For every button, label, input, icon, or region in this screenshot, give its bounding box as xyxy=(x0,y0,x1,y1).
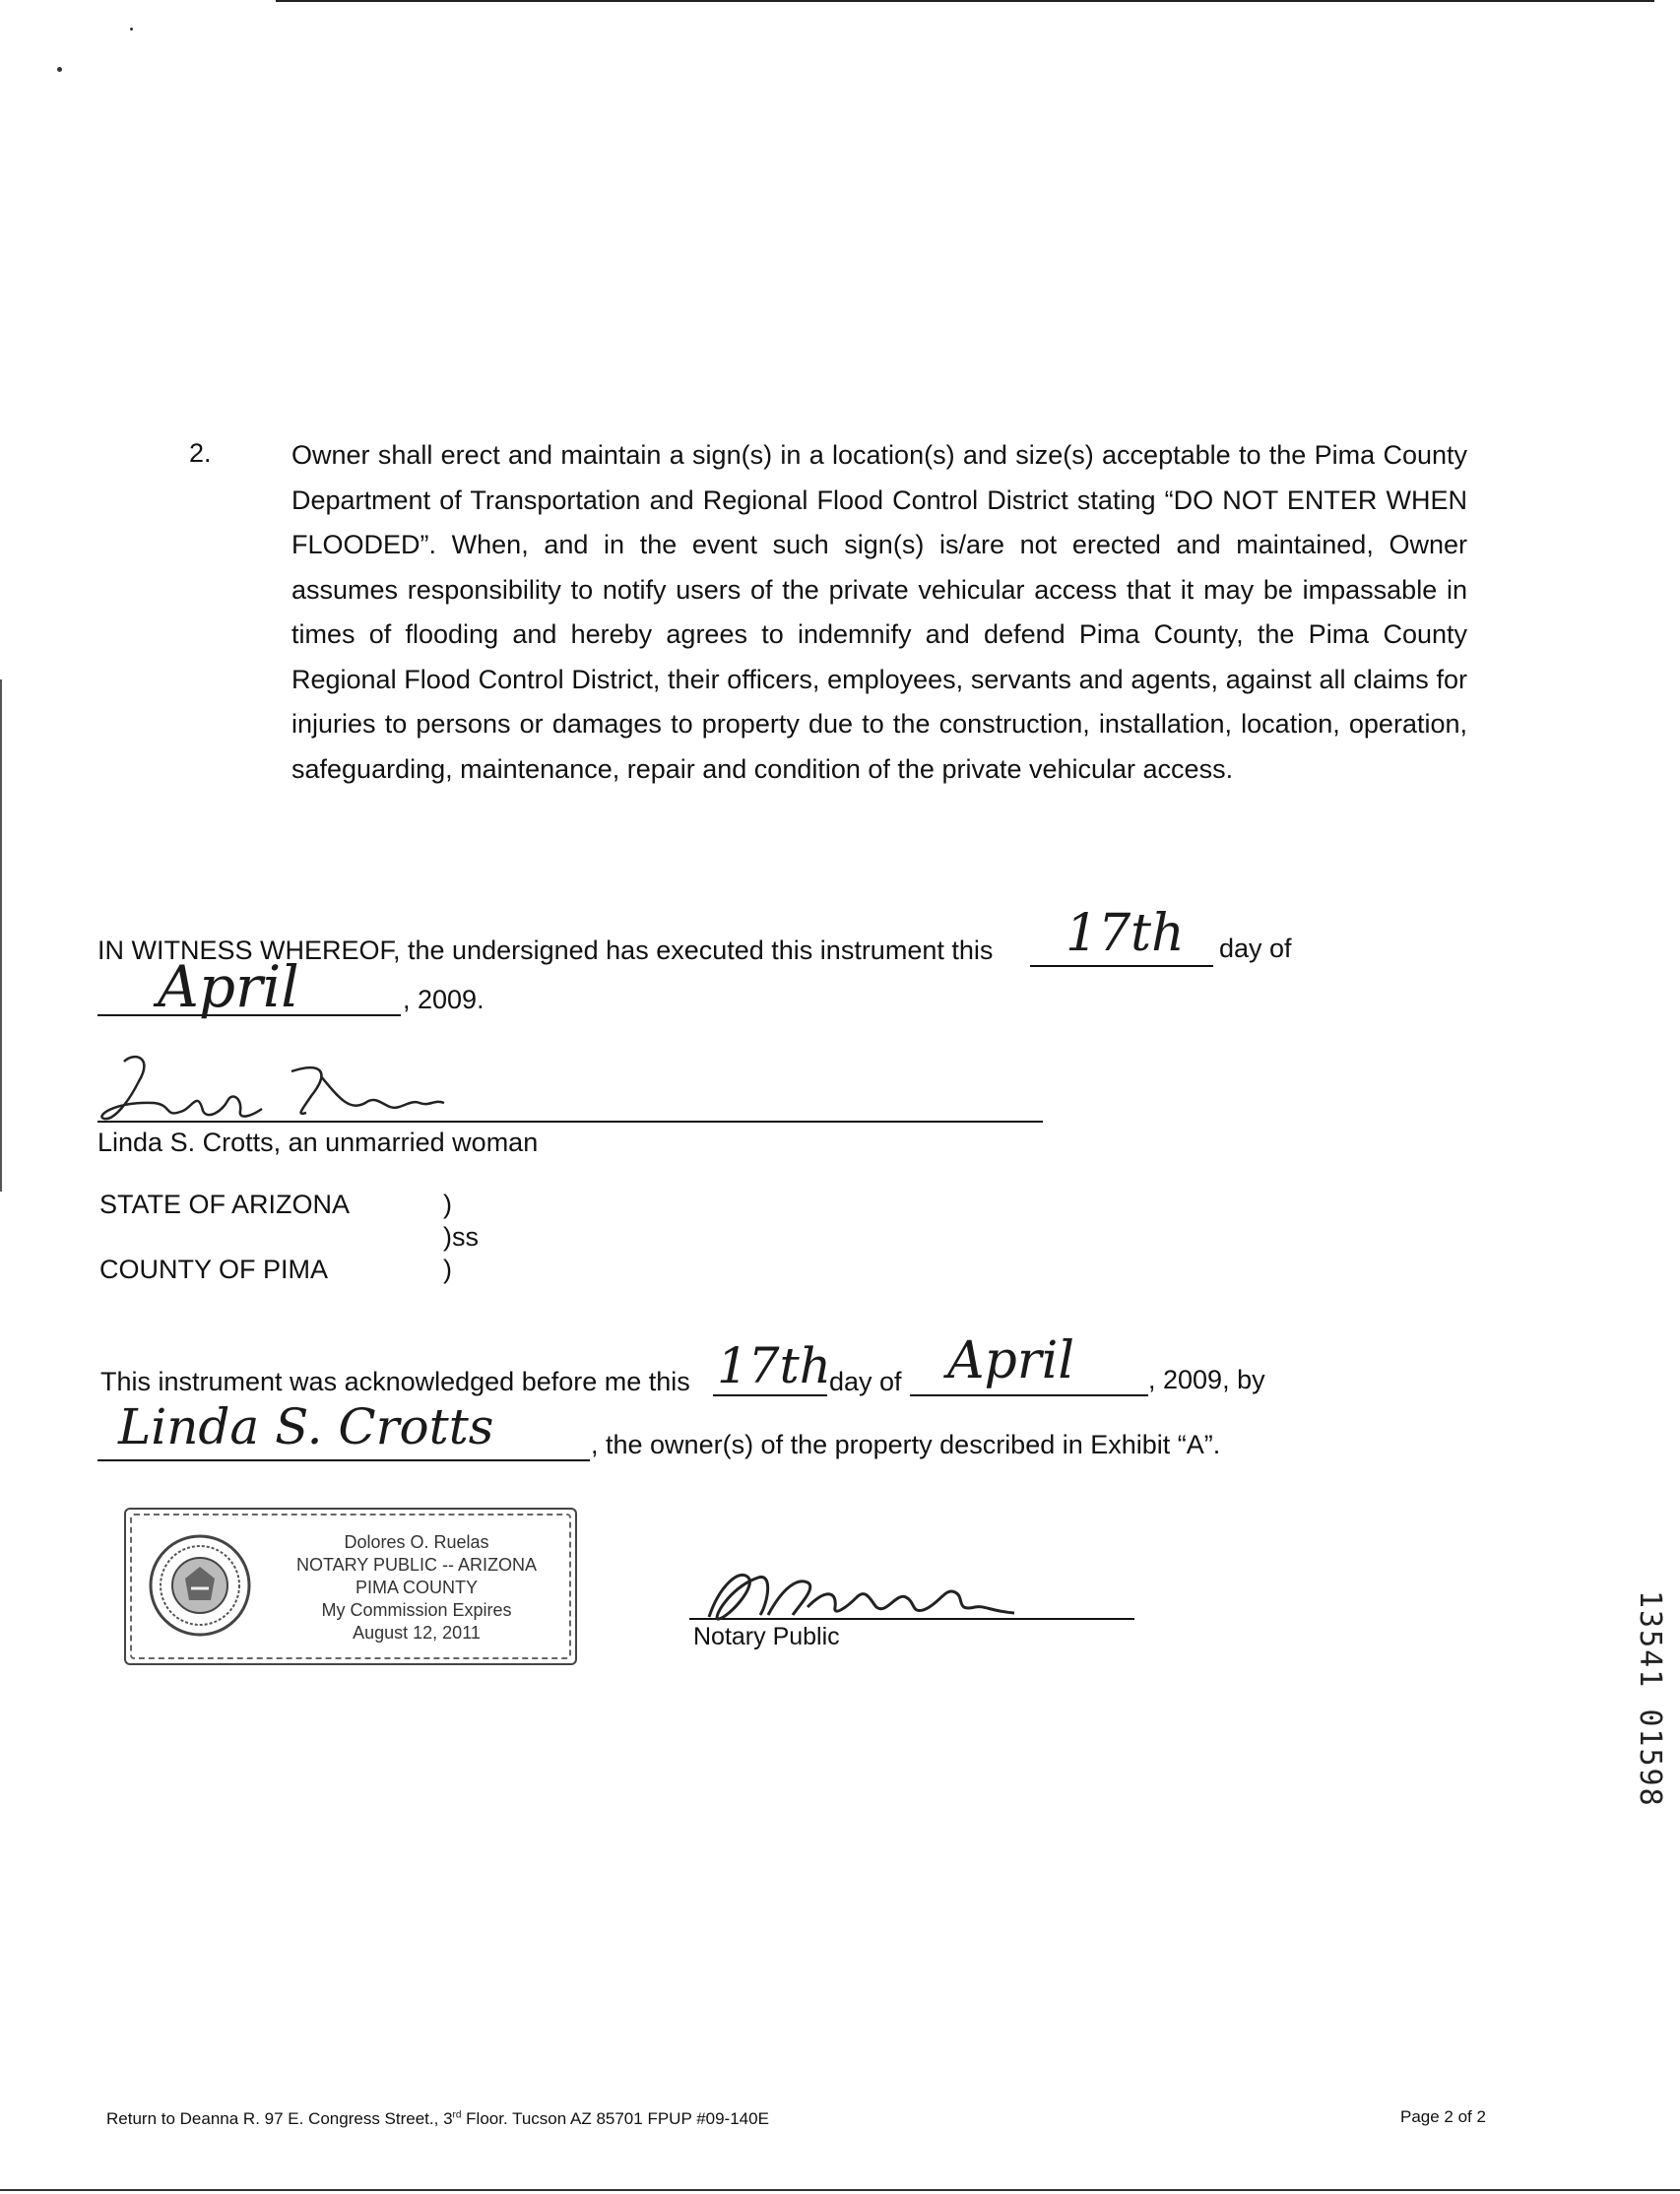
footer-return-suffix: Floor. Tucson AZ 85701 FPUP #09-140E xyxy=(461,2109,769,2128)
page-number: Page 2 of 2 xyxy=(1400,2107,1486,2126)
signer-caption: Linda S. Crotts, an unmarried woman xyxy=(97,1128,539,1157)
signer-signature xyxy=(95,1042,488,1130)
state-seal-icon xyxy=(146,1531,254,1640)
scan-speck xyxy=(57,67,62,72)
footer-return-address xyxy=(106,2109,769,2129)
ack-year-suffix: , 2009, by xyxy=(1148,1365,1265,1394)
bottom-scan-line xyxy=(0,2189,1680,2191)
scan-speck xyxy=(130,28,133,31)
notary-stamp xyxy=(124,1508,577,1665)
venue-county: COUNTY OF PIMA xyxy=(99,1255,329,1284)
ack-name-handwritten: Linda S. Crotts xyxy=(118,1398,494,1455)
venue-paren-top: ) xyxy=(443,1190,452,1219)
ack-day-blank xyxy=(713,1394,827,1396)
left-scan-edge xyxy=(0,679,2,1192)
notary-caption: Notary Public xyxy=(693,1623,840,1650)
notary-stamp-county: PIMA COUNTY xyxy=(355,1578,478,1597)
signer-signature-text: Linda Crotts xyxy=(305,1042,311,1043)
top-scan-line xyxy=(276,0,1654,2)
notary-stamp-name: Dolores O. Ruelas xyxy=(344,1532,489,1552)
ack-day-suffix: day of xyxy=(829,1367,902,1396)
witness-day-handwritten: 17th xyxy=(1066,904,1185,963)
ack-month-blank xyxy=(910,1394,1148,1396)
venue-paren-ss: )ss xyxy=(443,1222,479,1252)
ack-name-blank xyxy=(97,1459,590,1461)
ack-month-handwritten: April xyxy=(947,1331,1074,1390)
notary-stamp-commission: My Commission Expires xyxy=(321,1600,512,1620)
witness-prefix: IN WITNESS WHEREOF, the undersigned has executed this instrument this xyxy=(97,936,994,965)
venue-paren-bottom: ) xyxy=(443,1255,452,1284)
witness-year: , 2009. xyxy=(403,985,485,1014)
witness-day-blank xyxy=(1030,965,1213,967)
recording-number: 13541 01598 xyxy=(1633,1590,1667,1808)
ack-day-handwritten: 17th xyxy=(717,1337,831,1394)
footer-return-sup: rd xyxy=(452,2109,462,2121)
clause-number: 2. xyxy=(189,438,212,468)
notary-stamp-title: NOTARY PUBLIC -- ARIZONA xyxy=(295,1555,538,1575)
witness-month-handwritten: April xyxy=(158,953,299,1020)
venue-state: STATE OF ARIZONA xyxy=(99,1190,351,1219)
ack-prefix: This instrument was acknowledged before me this xyxy=(100,1367,690,1396)
notary-stamp-expiry: August 12, 2011 xyxy=(353,1623,481,1643)
notary-signature-text: D O Ruelas xyxy=(689,1548,695,1549)
footer-return-prefix: Return to Deanna R. 97 E. Congress Street., 3 xyxy=(106,2109,453,2128)
witness-day-suffix: day of xyxy=(1219,934,1292,963)
notary-stamp-text xyxy=(274,1531,559,1645)
clause-text: Owner shall erect and maintain a sign(s) in a location(s) and size(s) acceptable to the Pima County Department of Transportation and Regional Flood Control District stating “DO NOT ENTER WHEN FLOODED”. When, and in the event such sign(s) is/are not erected and maintained, Owner assumes responsibility to notify users of the private vehicular access that it may be impassable in times of flooding and hereby agrees to indemnify and defend Pima County, the Pima County Regional Flood Control District, their officers, employees, servants and agents, against all claims for injuries to persons or damages to property due to the construction, installation, location, operation, safeguarding, maintenance, repair and condition of the private vehicular access. xyxy=(291,440,1467,784)
ack-name-suffix: , the owner(s) of the property described in Exhibit “A”. xyxy=(591,1430,1221,1459)
